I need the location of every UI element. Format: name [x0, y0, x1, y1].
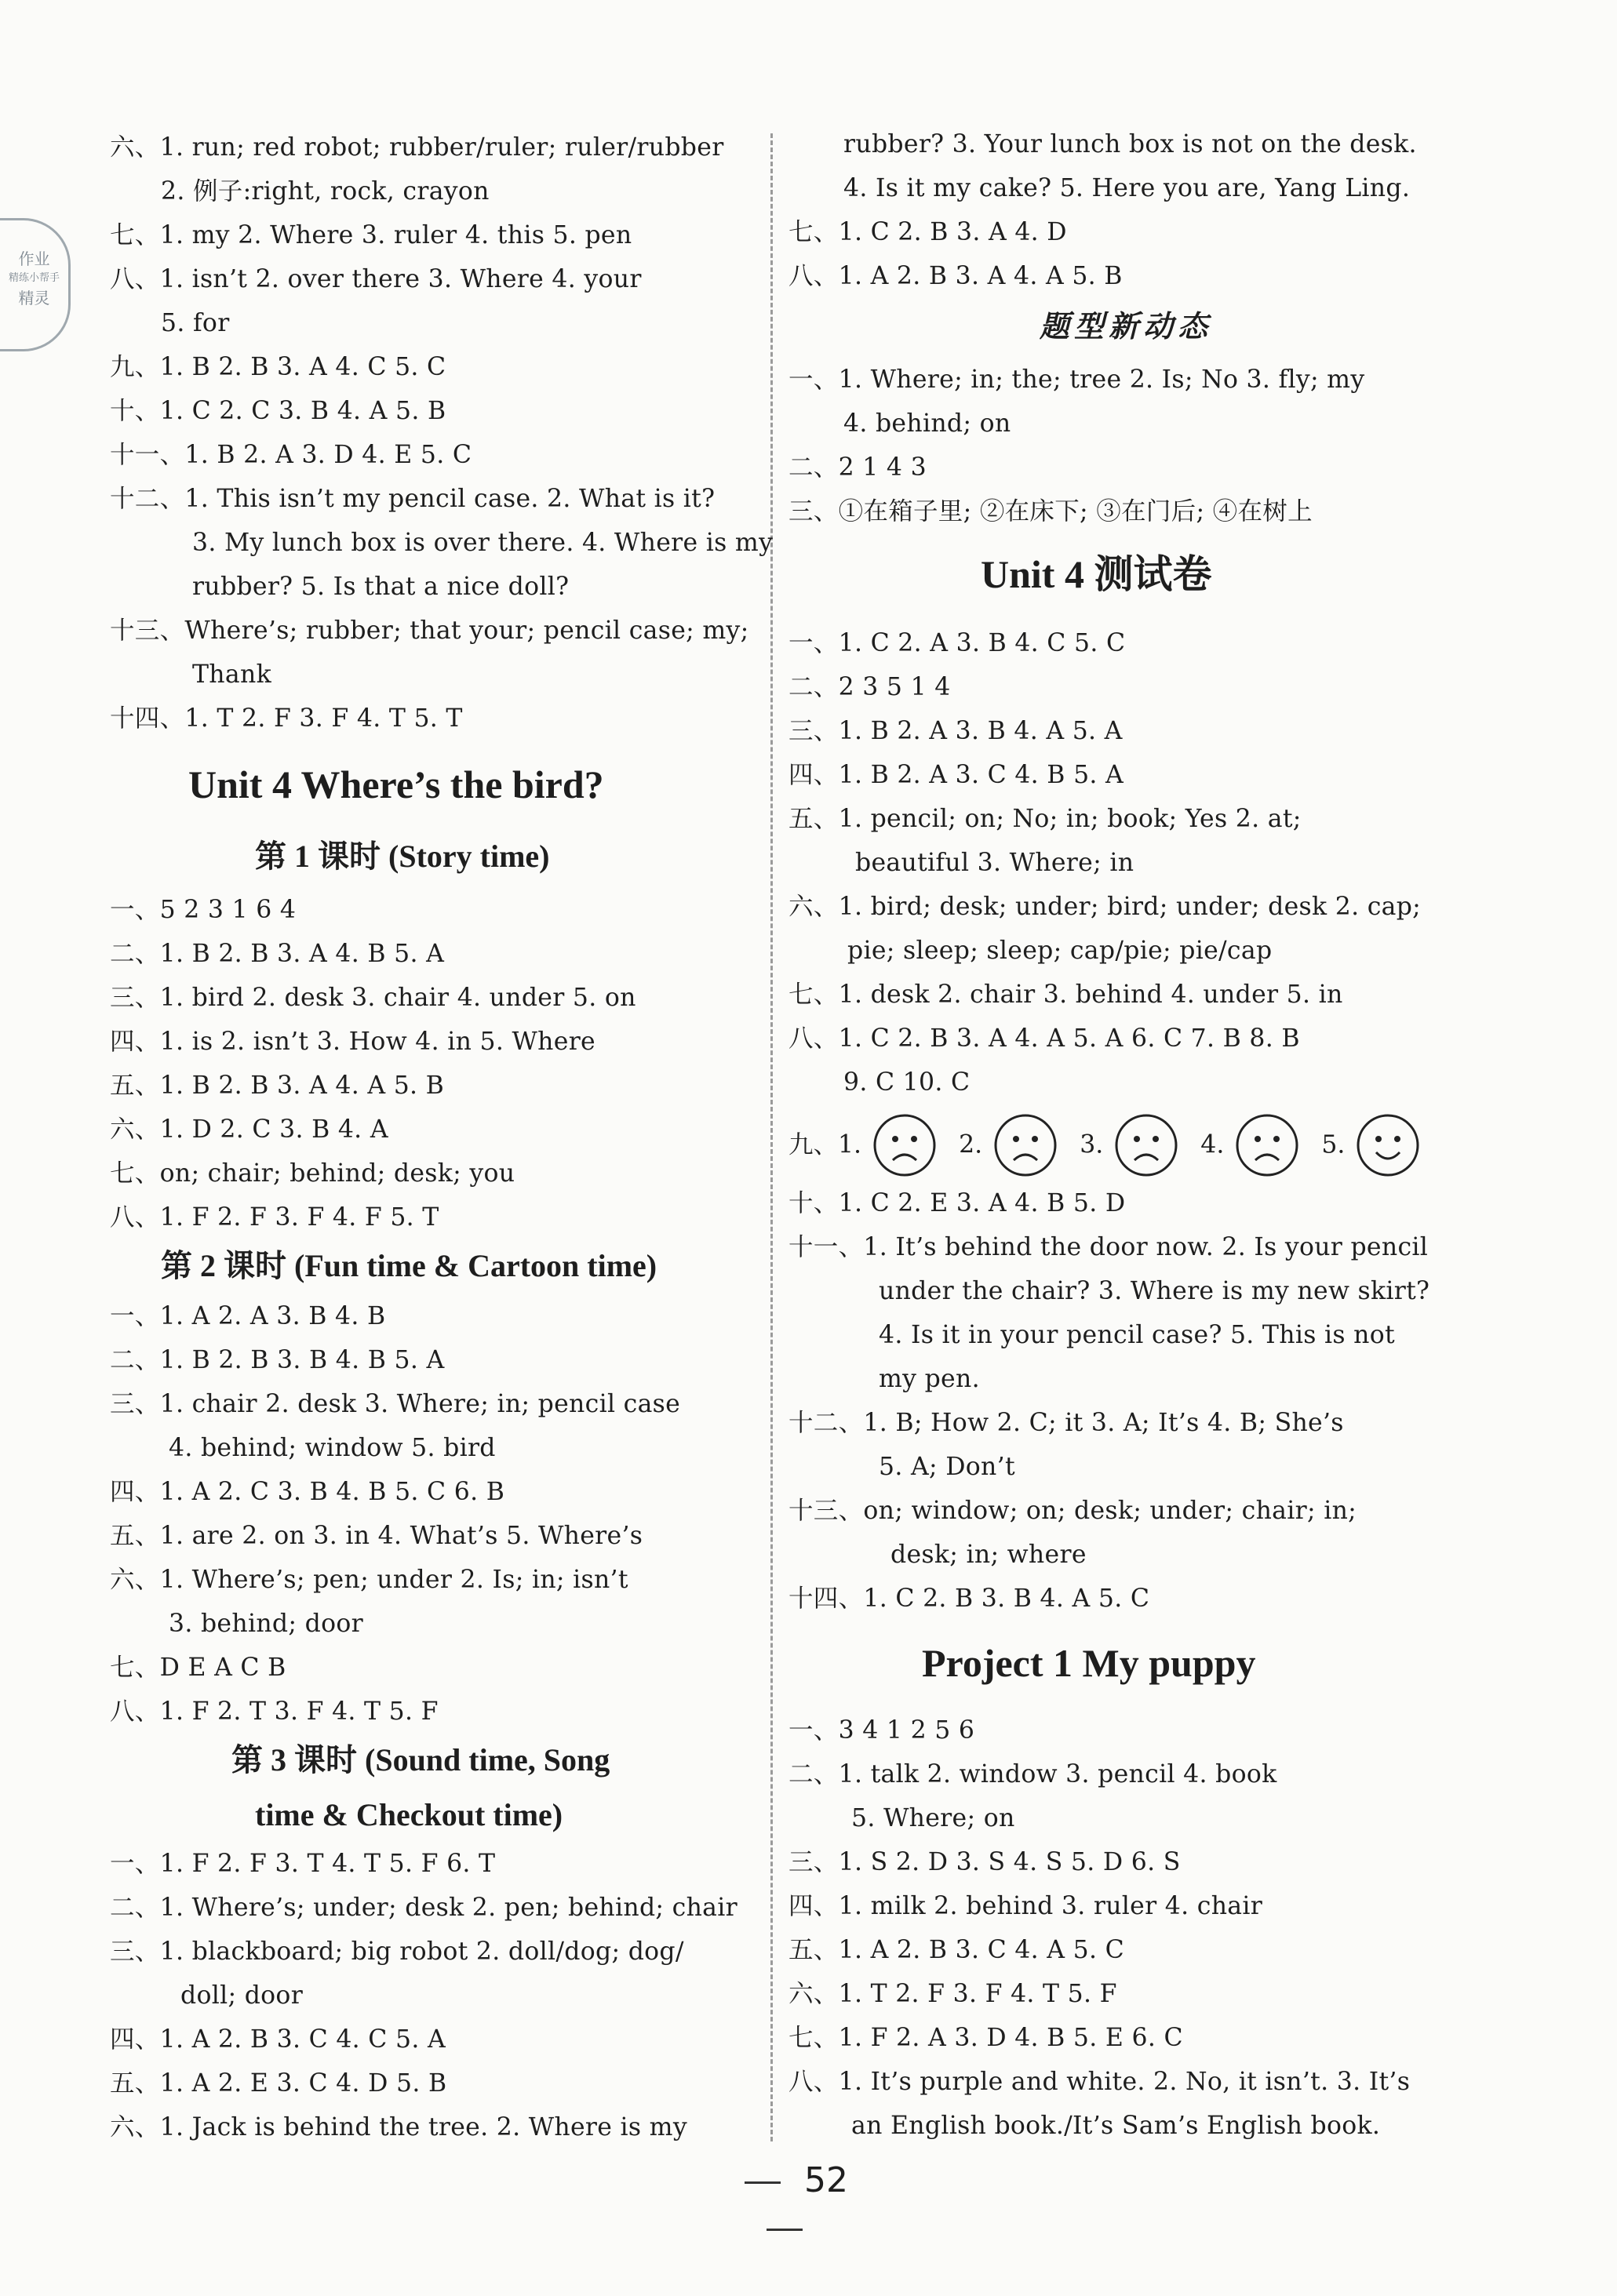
answer-line: 十、1. C 2. C 3. B 4. A 5. B [110, 397, 446, 425]
stamp-text-1: 作业 [18, 249, 50, 268]
sad-face-icon [872, 1113, 937, 1177]
faces-row [788, 1112, 1434, 1177]
answer-line: 4. Is it in your pencil case? 5. This is not [879, 1321, 1395, 1349]
happy-face-icon [1356, 1113, 1420, 1177]
answer-line: 五、1. are 2. on 3. in 4. What’s 5. Where’s [110, 1522, 643, 1550]
answer-line: 二、1. Where’s; under; desk 2. pen; behind; chair [110, 1894, 737, 1922]
answer-line: beautiful 3. Where; in [855, 849, 1134, 877]
answer-line: 八、1. F 2. T 3. F 4. T 5. F [110, 1697, 439, 1726]
answer-line: 三、1. B 2. A 3. B 4. A 5. A [788, 717, 1123, 745]
answer-line: Thank [192, 660, 271, 689]
answer-line: 三、1. bird 2. desk 3. chair 4. under 5. on [110, 984, 636, 1012]
answer-line: 七、1. desk 2. chair 3. behind 4. under 5. in [788, 981, 1343, 1009]
faces-prefix: 九、 [788, 1130, 839, 1159]
answer-line: 八、1. It’s purple and white. 2. No, it isn’t. 3. It’s [788, 2068, 1411, 2096]
sad-face-icon [993, 1113, 1058, 1177]
page-number-value: 52 [804, 2160, 848, 2200]
unit4-test-title: Unit 4 测试卷 [981, 552, 1212, 596]
answer-line: 一、1. C 2. A 3. B 4. C 5. C [788, 629, 1126, 657]
answer-line: my pen. [879, 1365, 980, 1393]
page-number-dash-left [745, 2181, 781, 2184]
answer-line: 5. for [161, 309, 230, 337]
answer-line: 二、1. B 2. B 3. B 4. B 5. A [110, 1346, 445, 1374]
sad-face-icon [1114, 1113, 1178, 1177]
answer-line: 八、1. isn’t 2. over there 3. Where 4. your [110, 265, 642, 293]
lesson3-title-line2: time & Checkout time) [255, 1797, 563, 1832]
answer-line: 六、1. Where’s; pen; under 2. Is; in; isn’t [110, 1566, 628, 1594]
answer-line: 五、1. A 2. B 3. C 4. A 5. C [788, 1936, 1125, 1964]
answer-line: 七、D E A C B [110, 1654, 286, 1682]
answer-line: 七、1. C 2. B 3. A 4. D [788, 218, 1067, 246]
lesson1-title: 第 1 课时 (Story time) [255, 839, 550, 874]
answer-line: 四、1. A 2. B 3. C 4. C 5. A [110, 2025, 446, 2054]
answer-line: 3. behind; door [169, 1610, 363, 1638]
face-label: 3. [1080, 1130, 1104, 1159]
answer-line: 八、1. A 2. B 3. A 4. A 5. B [788, 262, 1123, 290]
answer-line: 9. C 10. C [843, 1068, 971, 1097]
answer-line: 4. behind; window 5. bird [169, 1434, 496, 1462]
answer-line: 七、on; chair; behind; desk; you [110, 1159, 515, 1188]
answer-line: 四、1. milk 2. behind 3. ruler 4. chair [788, 1892, 1263, 1920]
project1-title: Project 1 My puppy [922, 1641, 1256, 1685]
answer-line: 八、1. C 2. B 3. A 4. A 5. A 6. C 7. B 8. B [788, 1024, 1300, 1053]
sad-face-icon [1235, 1113, 1299, 1177]
answer-line: 三、1. blackboard; big robot 2. doll/dog; dog/ [110, 1938, 684, 1966]
answer-line: 九、1. B 2. B 3. A 4. C 5. C [110, 353, 446, 381]
answer-line: 5. Where; on [851, 1804, 1015, 1832]
answer-line: 十三、on; window; on; desk; under; chair; in; [788, 1497, 1357, 1525]
answer-line: 二、2 3 5 1 4 [788, 673, 951, 701]
column-divider [770, 133, 773, 2141]
face-label: 1. [838, 1130, 862, 1159]
answer-line: 十三、Where’s; rubber; that your; pencil case; my; [110, 617, 749, 645]
answer-line: 二、1. B 2. B 3. A 4. B 5. A [110, 940, 445, 968]
answer-line: 十一、1. It’s behind the door now. 2. Is your pencil [788, 1233, 1429, 1261]
answer-line: 五、1. B 2. B 3. A 4. A 5. B [110, 1072, 445, 1100]
face-label: 2. [959, 1130, 983, 1159]
answer-line: 4. behind; on [843, 409, 1011, 438]
answer-line: 一、1. A 2. A 3. B 4. B [110, 1302, 386, 1330]
answer-line: 十二、1. B; How 2. C; it 3. A; It’s 4. B; She’s [788, 1409, 1344, 1437]
answer-line: 二、2 1 4 3 [788, 453, 927, 482]
answer-line: 四、1. A 2. C 3. B 4. B 5. C 6. B [110, 1478, 505, 1506]
answer-line: 六、1. D 2. C 3. B 4. A [110, 1115, 388, 1144]
answer-line: 七、1. my 2. Where 3. ruler 4. this 5. pen [110, 221, 632, 249]
lesson2-title: 第 2 课时 (Fun time & Cartoon time) [161, 1248, 657, 1283]
answer-line: 3. My lunch box is over there. 4. Where is my [192, 529, 774, 557]
answer-line: 一、1. Where; in; the; tree 2. Is; No 3. fly; my [788, 366, 1365, 394]
answer-line: 五、1. A 2. E 3. C 4. D 5. B [110, 2069, 447, 2098]
unit4-title: Unit 4 Where’s the bird? [188, 762, 604, 806]
answer-line: 二、1. talk 2. window 3. pencil 4. book [788, 1760, 1277, 1788]
face-label: 4. [1200, 1130, 1225, 1159]
stamp-text-3: 精灵 [18, 289, 50, 307]
lesson3-title-line1: 第 3 课时 (Sound time, Song [231, 1742, 610, 1777]
answer-line: doll; door [180, 1981, 304, 2010]
stamp-text-2: 精练小帮手 [8, 272, 60, 284]
answer-line: rubber? 5. Is that a nice doll? [192, 573, 570, 601]
answer-line: 一、5 2 3 1 6 4 [110, 896, 297, 924]
answer-line: an English book./It’s Sam’s English book. [851, 2112, 1381, 2140]
answer-line: 十四、1. C 2. B 3. B 4. A 5. C [788, 1585, 1150, 1613]
answer-line: 三、1. S 2. D 3. S 4. S 5. D 6. S [788, 1848, 1181, 1876]
answer-line: 十一、1. B 2. A 3. D 4. E 5. C [110, 441, 472, 469]
answer-line: 5. A; Don’t [879, 1453, 1015, 1481]
answer-line: desk; in; where [890, 1541, 1087, 1569]
answer-line: 六、1. bird; desk; under; bird; under; desk 2. cap; [788, 893, 1422, 921]
answer-line: 十四、1. T 2. F 3. F 4. T 5. T [110, 704, 463, 733]
face-label: 5. [1321, 1130, 1346, 1159]
answer-line: 五、1. pencil; on; No; in; book; Yes 2. at; [788, 805, 1302, 833]
answer-line: 4. Is it my cake? 5. Here you are, Yang Ling. [843, 174, 1411, 202]
answer-line: 三、①在箱子里; ②在床下; ③在门后; ④在树上 [788, 497, 1313, 526]
answer-line: 六、1. Jack is behind the tree. 2. Where is my [110, 2113, 687, 2141]
answer-line: 四、1. B 2. A 3. C 4. B 5. A [788, 761, 1124, 789]
answer-line: 四、1. is 2. isn’t 3. How 4. in 5. Where [110, 1028, 595, 1056]
stamp-logo [0, 218, 71, 351]
answer-line: 八、1. F 2. F 3. F 4. F 5. T [110, 1203, 439, 1232]
answer-line: 一、1. F 2. F 3. T 4. T 5. F 6. T [110, 1850, 496, 1878]
answer-line: 三、1. chair 2. desk 3. Where; in; pencil case [110, 1390, 681, 1418]
page-number-dash-right [767, 2229, 803, 2231]
answer-line: under the chair? 3. Where is my new skirt? [879, 1277, 1430, 1305]
answer-line: 六、1. T 2. F 3. F 4. T 5. F [788, 1980, 1117, 2008]
answer-line: 七、1. F 2. A 3. D 4. B 5. E 6. C [788, 2024, 1183, 2052]
page-number [690, 2157, 879, 2251]
answer-line: 十、1. C 2. E 3. A 4. B 5. D [788, 1189, 1126, 1217]
answer-line: 一、3 4 1 2 5 6 [788, 1716, 975, 1745]
answer-line: 六、1. run; red robot; rubber/ruler; ruler/rubber [110, 133, 724, 162]
answer-line: 十二、1. This isn’t my pencil case. 2. What is it? [110, 485, 716, 513]
answer-line: pie; sleep; sleep; cap/pie; pie/cap [847, 937, 1273, 965]
answer-line: 2. 例子:right, rock, crayon [161, 177, 490, 206]
new-question-types-title: 题型新动态 [1040, 309, 1213, 344]
answer-line: rubber? 3. Your lunch box is not on the desk. [843, 130, 1417, 158]
